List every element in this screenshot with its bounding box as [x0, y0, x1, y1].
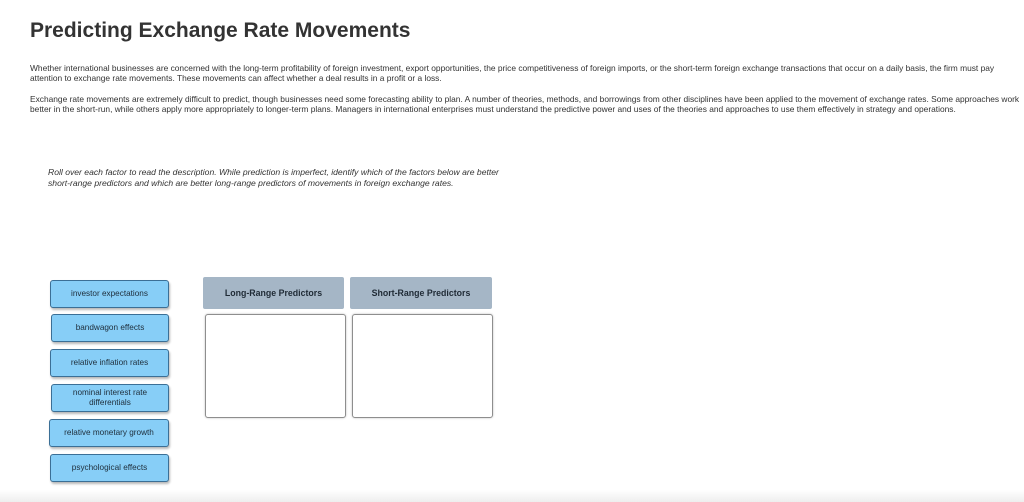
intro-paragraph-2: Exchange rate movements are extremely difficult to predict, though businesses need some forecasting ability to plan. A number of theories, methods, and borrowings from other disciplines have been applied to the movement of exchange rates. Some approaches work better in the short-run, while others apply more appropriately to longer-term plans. Managers in international enterprises must understand the predictive power and uses of the theories and approaches to use them effectively in strategy and operations.: [30, 94, 1020, 114]
factor-psychological-effects[interactable]: [50, 454, 169, 482]
long-range-header: Long-Range Predictors: [203, 277, 344, 309]
page-title: Predicting Exchange Rate Movements: [30, 19, 411, 42]
factor-label: relative monetary growth: [64, 428, 154, 438]
factor-nominal-interest-rate-differentials[interactable]: [51, 384, 169, 412]
activity-instruction: Roll over each factor to read the description. While prediction is imperfect, identify which of the factors below are better short-range predictors and which are better long-range predictors of movements in foreign exchange rates.: [48, 167, 499, 189]
factor-label: investor expectations: [71, 289, 148, 299]
intro-paragraph-1: Whether international businesses are concerned with the long-term profitability of foreign investment, export opportunities, the price competitiveness of foreign imports, or the short-term foreign exchange transactions that occur on a daily basis, the firm must pay attention to exchange rate movements. These movements can affect whether a deal results in a profit or a loss.: [30, 63, 995, 83]
factor-relative-monetary-growth[interactable]: [49, 419, 169, 447]
factor-label: nominal interest rate differentials: [72, 388, 148, 407]
factor-bandwagon-effects[interactable]: [51, 314, 169, 342]
factor-label: psychological effects: [71, 463, 148, 473]
short-range-header: Short-Range Predictors: [350, 277, 492, 309]
bottom-edge: [0, 490, 1024, 502]
short-range-drop-zone[interactable]: [352, 314, 493, 418]
factor-investor-expectations[interactable]: [50, 280, 169, 308]
factor-relative-inflation-rates[interactable]: [50, 349, 169, 377]
factor-label: bandwagon effects: [75, 323, 145, 333]
factor-label: relative inflation rates: [70, 358, 149, 368]
long-range-drop-zone[interactable]: [205, 314, 346, 418]
